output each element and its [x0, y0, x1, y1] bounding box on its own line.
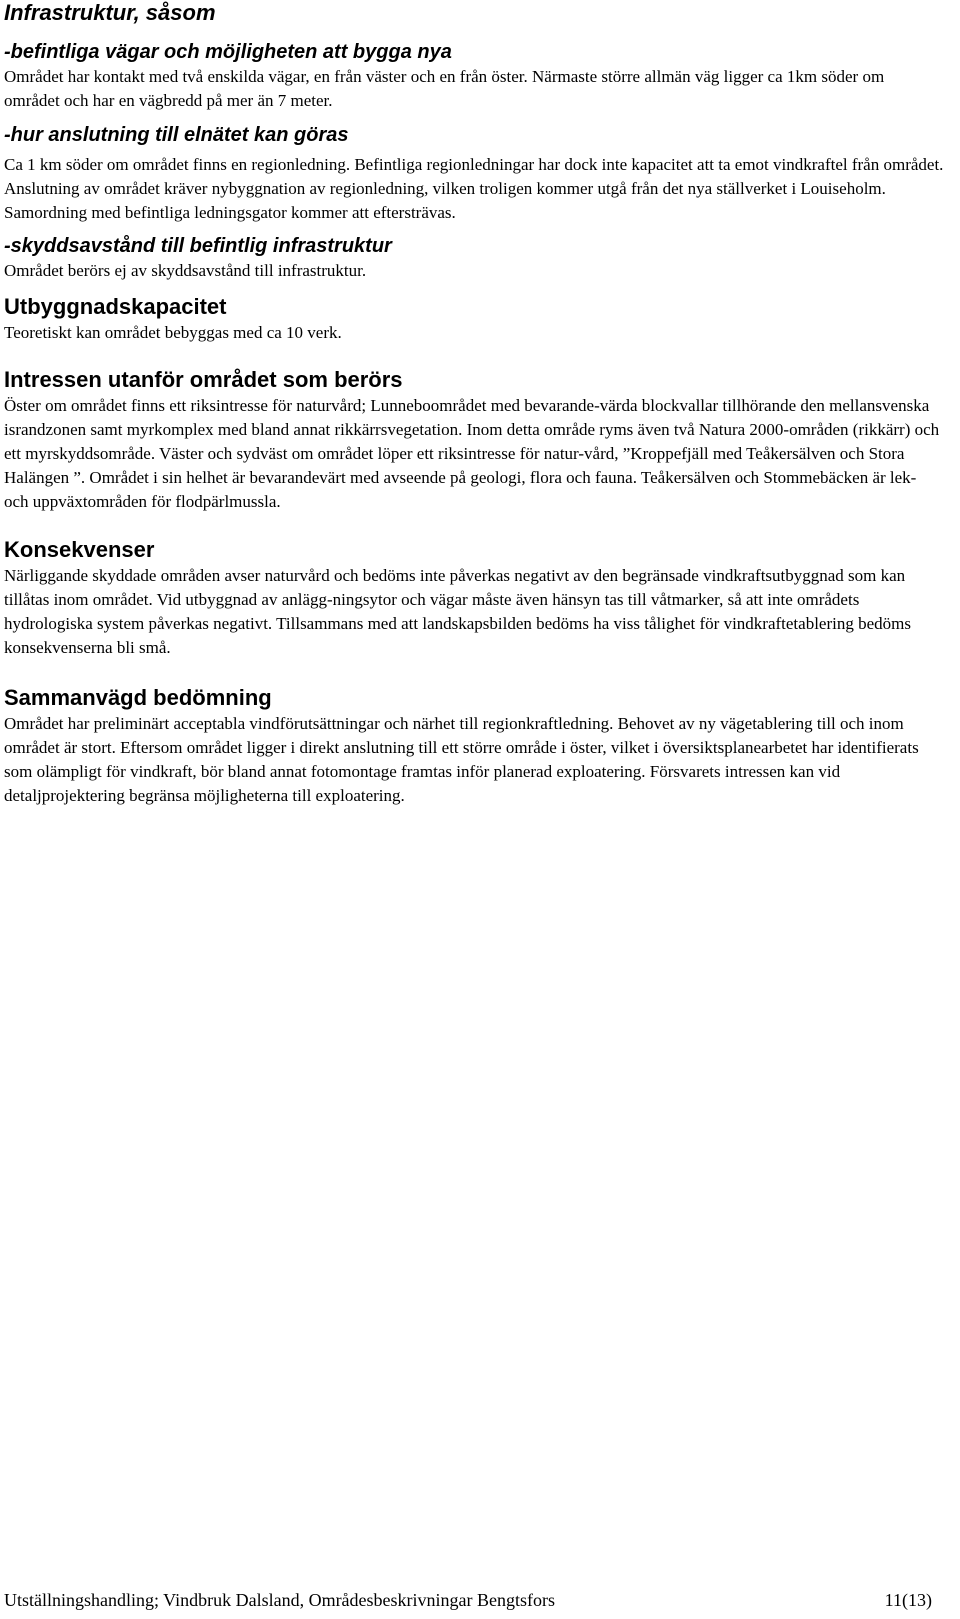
assessment-heading: Sammanvägd bedömning — [4, 685, 272, 710]
interests-heading: Intressen utanför området som berörs — [4, 367, 403, 392]
roads-paragraph: Området har kontakt med två enskilda vägar, en från väster och en från öster. Närmaste större allmän väg ligger ca 1km söder om området och har en vägbredd på mer än 7 meter. — [4, 67, 885, 110]
infrastructure-title: Infrastruktur, såsom — [4, 0, 216, 25]
grid-heading: -hur anslutning till elnätet kan göras — [4, 124, 349, 146]
distance-paragraph: Området berörs ej av skyddsavstånd till infrastruktur. — [4, 261, 367, 280]
grid-paragraph: Ca 1 km söder om området finns en regionledning. Befintliga regionledningar har dock inte kapacitet att ta emot vindkraftel från området. Anslutning av området kräver nybyggnation av regionledning, vilken troligen kommer utgå från det nya ställverket i Louiseholm. Samordning med befintliga ledningsgator kommer att eftersträvas. — [4, 155, 944, 222]
footer-title: Utställningshandling; Vindbruk Dalsland, Områdesbeskrivningar Bengtsfors — [4, 1590, 556, 1610]
distance-heading: -skyddsavstånd till befintlig infrastruktur — [4, 235, 392, 257]
consequences-heading: Konsekvenser — [4, 537, 155, 562]
page-footer — [4, 1588, 932, 1612]
roads-heading: -befintliga vägar och möjligheten att bygga nya — [4, 41, 452, 63]
assessment-paragraph: Området har preliminärt acceptabla vindförutsättningar och närhet till regionkraftledning. Behovet av ny vägetablering till och inom området är stort. Eftersom området ligger i direkt anslutning till ett större område i öster, vilket i översiktsplanearbetet har identifierats som olämpligt för vindkraft, bör bland annat fotomontage framtas inför planerad exploatering. Försvarets intressen kan vid detaljprojektering begränsa möjligheterna till exploatering. — [4, 714, 919, 805]
document-page — [4, 0, 944, 808]
capacity-heading: Utbyggnadskapacitet — [4, 294, 227, 319]
consequences-paragraph: Närliggande skyddade områden avser naturvård och bedöms inte påverkas negativt av den begränsade vindkraftsutbyggnad som kan tillåtas inom området. Vid utbyggnad av anlägg-ningsytor och vägar måste även hänsyn tas till våtmarker, så att inte områdets hydrologiska system påverkas negativt. Tillsammans med att landskapsbilden bedöms ha viss tålighet för vindkraftetablering bedöms konsekvenserna bli små. — [4, 566, 911, 657]
capacity-paragraph: Teoretiskt kan området bebyggas med ca 10 verk. — [4, 323, 342, 342]
page-number: 11(13) — [884, 1590, 932, 1610]
interests-paragraph: Öster om området finns ett riksintresse för naturvård; Lunneboområdet med bevarande-värda blockvallar tillhörande den mellansvenska israndzonen samt myrkomplex med bland annat rikkärrsvegetation. Inom detta område ryms även två Natura 2000-områden (rikkärr) och ett myrskyddsområde. Väster och sydväst om området löper ett riksintresse för natur-vård, ”Kroppefjäll med Teåkersälven och Stora Halängen ”. Området i sin helhet är bevarandevärt med avseende på geologi, flora och fauna. Teåkersälven och Stommebäcken är lek- och uppväxtområden för flodpärlmussla. — [4, 396, 940, 511]
